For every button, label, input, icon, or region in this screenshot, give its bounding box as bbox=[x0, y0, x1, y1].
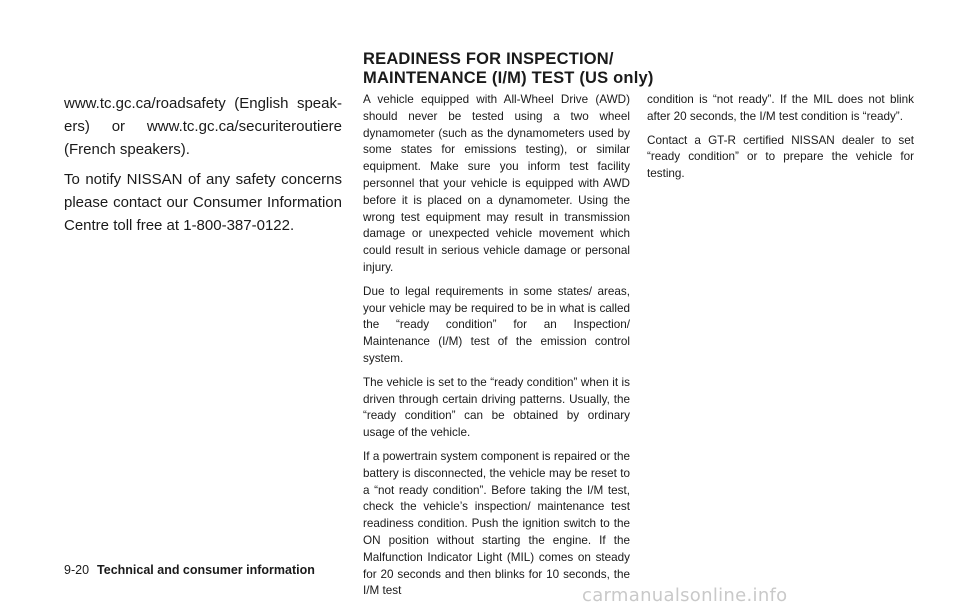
paragraph-legal: Due to legal requirements in some states/ areas, your vehicle may be required to be in what is called the “ready condition” for an Inspection/ Maintenance (I/M) test of the emission control system. bbox=[363, 284, 630, 365]
page-number: 9-20 bbox=[64, 563, 90, 577]
paragraph-contact: To notify NISSAN of any safety concerns please contact our Consumer Information Centre toll free at 1-800-387-0122. bbox=[64, 171, 342, 234]
section-heading bbox=[363, 50, 663, 87]
paragraph-website: www.tc.gc.ca/roadsafety (English speak- ers) or www.tc.gc.ca/securiteroutiere (French speakers). bbox=[64, 95, 342, 158]
paragraph-awd: A vehicle equipped with All-Wheel Drive (AWD) should never be tested using a two wheel dynamometer (such as the dynamometers used by some states for emissions testing), or similar equipment. Make sure you inform test facility personnel that your vehicle is equipped with AWD before it is placed on a dynamometer. Using the wrong test equipment may result in transmission damage or unexpected vehicle movement which could result in serious vehicle damage or personal injury. bbox=[363, 93, 630, 274]
paragraph-contact-dealer: Contact a GT-R certified NISSAN dealer to set “ready condition” or to prepare the vehicle for testing. bbox=[647, 133, 914, 181]
right-column bbox=[647, 92, 914, 183]
section-heading-line1: READINESS FOR INSPECTION/ bbox=[363, 50, 614, 68]
page-footer bbox=[64, 563, 315, 577]
paragraph-not-ready: condition is “not ready”. If the MIL does not blink after 20 seconds, the I/M test condition is “ready”. bbox=[647, 93, 914, 123]
footer-title: Technical and consumer information bbox=[97, 563, 315, 577]
watermark: carmanualsonline.info bbox=[582, 585, 788, 606]
section-heading-line2: MAINTENANCE (I/M) TEST (US only) bbox=[363, 68, 654, 87]
paragraph-powertrain: If a powertrain system component is repaired or the battery is disconnected, the vehicle may be reset to a “not ready condition”. Before taking the I/M test, check the vehicle’s inspection/ maintenance test readiness condition. Push the ignition switch to the ON position without starting the engine. If the Malfunction Indicator Light (MIL) comes on steady for 20 seconds and then blinks for 10 seconds, the I/M test bbox=[363, 449, 630, 598]
left-column bbox=[64, 92, 342, 237]
paragraph-ready-condition: The vehicle is set to the “ready condition” when it is driven through certain driving patterns. Usually, the “ready condition” can be obtained by ordinary usage of the vehicle. bbox=[363, 375, 630, 440]
middle-column bbox=[363, 92, 630, 600]
